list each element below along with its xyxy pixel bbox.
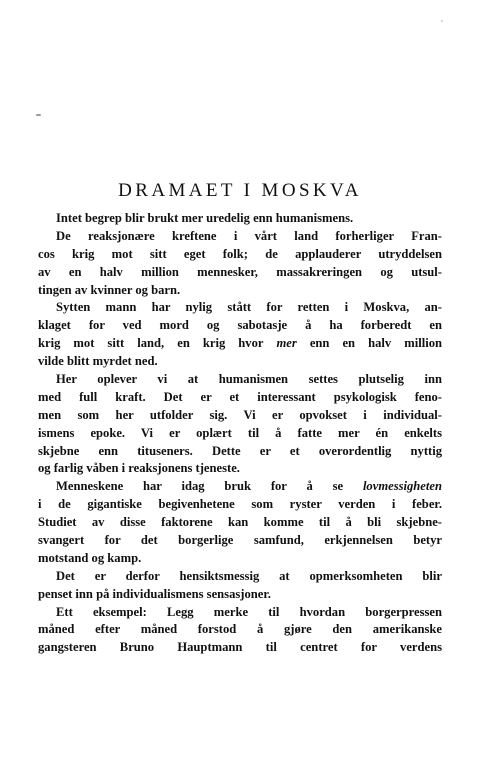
text-segment: enn en halv million	[296, 336, 442, 351]
text-line: Ett eksempel: Legg merke til hvordan borgerpressen	[56, 604, 442, 619]
text-line: gangsteren Bruno Hauptmann til centret for verdens	[38, 640, 442, 655]
text-line: Her oplever vi at humanismen settes plutselig inn	[56, 372, 442, 387]
text-line	[38, 478, 442, 496]
text-line: og farlig våben i reaksjonens tjeneste.	[38, 461, 240, 476]
body-text	[38, 210, 442, 657]
text-line: ismens epoke. Vi er oplært til å fatte mer én enkelts	[38, 425, 442, 440]
text-line: av en halv million mennesker, massakreringen og utsul-	[38, 264, 442, 279]
text-segment: Menneskene har idag bruk for å se	[56, 479, 363, 494]
text-line: i de gigantiske begivenhetene som ryster verden i feber.	[38, 497, 442, 512]
text-line: motstand og kamp.	[38, 550, 142, 565]
emphasized-word: lovmessigheten	[362, 479, 442, 494]
text-line: cos krig mot sitt eget folk; de applauderer utryddelsen	[38, 246, 442, 261]
ink-speck-mark	[441, 20, 443, 22]
text-line: men som her utfolder sig. Vi er opvokset i individual-	[38, 407, 442, 422]
text-line: med full kraft. Det er et interessant psykologisk feno-	[38, 389, 442, 404]
emphasized-word: mer	[276, 336, 297, 351]
text-line: De reaksjonære kreftene i vårt land forherliger Fran-	[56, 228, 442, 243]
text-line: måned efter måned forstod å gjøre den amerikanske	[38, 622, 442, 637]
text-line: svangert for det borgerlige samfund, erkjennelsen betyr	[38, 533, 442, 548]
text-line: Studiet av disse faktorene kan komme til å bli skjebne-	[38, 515, 442, 530]
ink-speck-mark	[36, 114, 41, 116]
text-line: skjebne enn tituseners. Dette er et overordentlig nyttig	[38, 443, 442, 458]
text-line: tingen av kvinner og barn.	[38, 282, 181, 297]
text-line: Sytten mann har nylig stått for retten i Moskva, an-	[56, 300, 442, 315]
text-line: Det er derfor hensiktsmessig at opmerksomheten blir	[56, 568, 442, 583]
text-line: penset inn på individualismens sensasjoner.	[38, 586, 271, 601]
text-line	[38, 335, 442, 353]
chapter-title: DRAMAET I MOSKVA	[118, 180, 362, 201]
text-line: Intet begrep blir brukt mer uredelig enn humanismens.	[56, 211, 354, 225]
text-segment: krig mot sitt land, en krig hvor	[38, 336, 277, 351]
text-line: vilde blitt myrdet ned.	[38, 354, 158, 369]
text-line: klaget for ved mord og sabotasje å ha forberedt en	[38, 318, 442, 333]
